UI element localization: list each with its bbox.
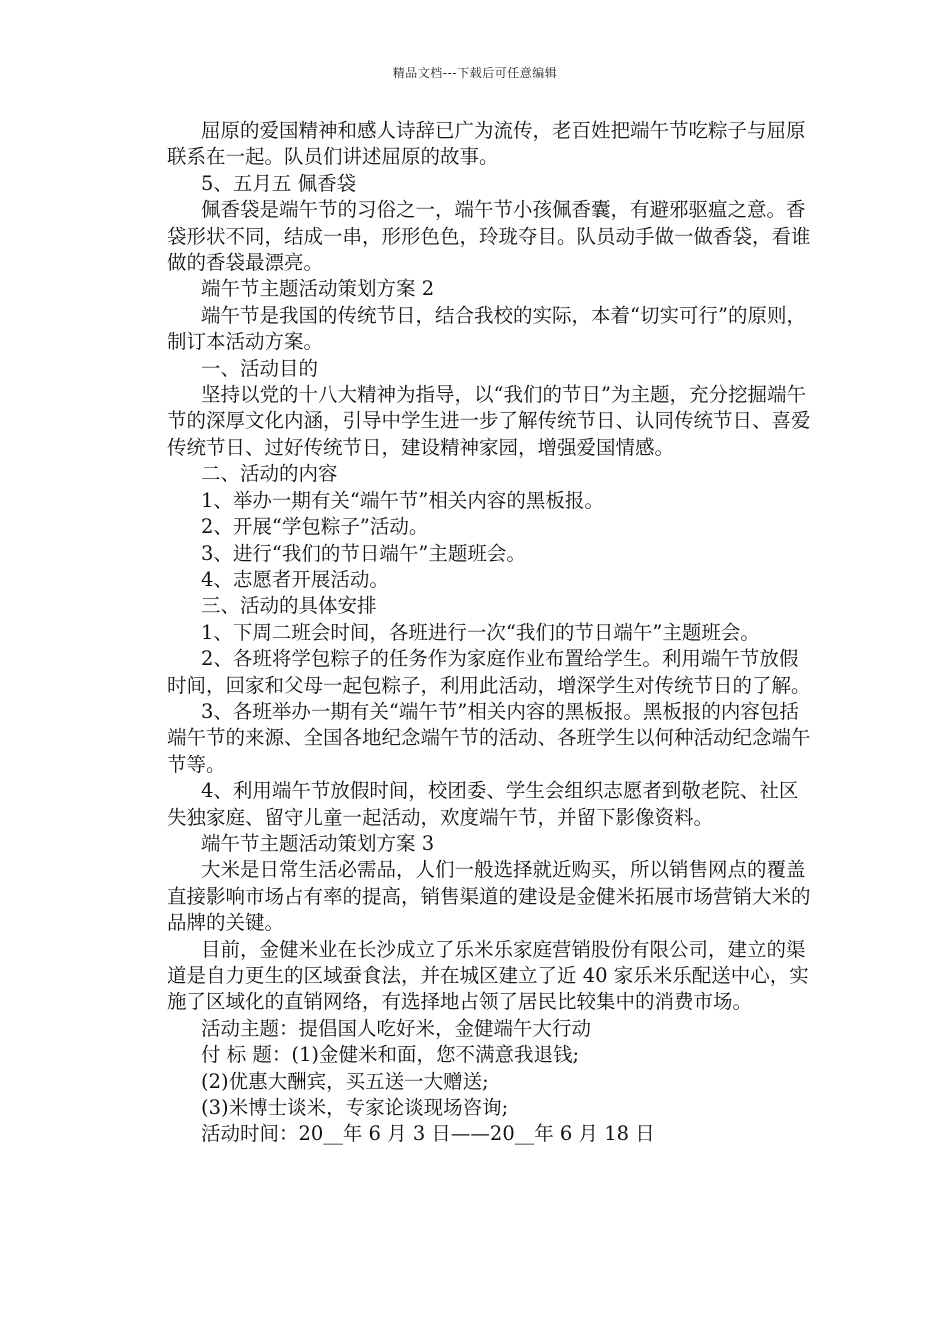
list-item: 1、举办一期有关“端午节”相关内容的黑板报。 [201, 488, 604, 512]
paragraph: 佩香袋是端午节的习俗之一，端午节小孩佩香囊，有避邪驱瘟之意。香袋形状不同，结成一串，形形色色，玲珑夺目。队员动手做一做香袋，看谁做的香袋最漂亮。 [167, 198, 811, 275]
list-item: 1、下周二班会时间，各班进行一次“我们的节日端午”主题班会。 [201, 620, 760, 644]
paragraph: 屈原的爱国精神和感人诗辞已广为流传，老百姓把端午节吃粽子与屈原联系在一起。队员们讲述屈原的故事。 [167, 119, 806, 169]
paragraph: 端午节是我国的传统节日，结合我校的实际，本着“切实可行”的原则，制订本活动方案。 [167, 303, 806, 354]
page-header: 精品文档---下载后可任意编辑 [392, 66, 558, 80]
paragraph: (2)优惠大酬宾，买五送一大赠送; [201, 1069, 489, 1093]
section-heading: 一、活动目的 [201, 356, 319, 380]
section-heading: 三、活动的具体安排 [201, 594, 377, 618]
section-heading: 5、五月五 佩香袋 [201, 171, 357, 195]
list-item: 4、利用端午节放假时间，校团委、学生会组织志愿者到敬老院、社区失独家庭、留守儿童一起活动，欢度端午节，并留下影像资料。 [167, 779, 799, 829]
paragraph: 活动时间：20__年 6 月 3 日——20__年 6 月 18 日 [201, 1122, 655, 1146]
section-heading: 二、活动的内容 [201, 462, 338, 486]
paragraph: 目前，金健米业在长沙成立了乐米乐家庭营销股份有限公司，建立的渠道是自力更生的区域蚕食法，并在城区建立了近 40 家乐米乐配送中心，实施了区域化的直销网络，有选择地占领了居民比较集中的消费市场。 [167, 937, 809, 1014]
section-heading: 端午节主题活动策划方案 3 [201, 831, 435, 855]
section-heading: 端午节主题活动策划方案 2 [201, 277, 435, 301]
list-item: 3、进行“我们的节日端午”主题班会。 [201, 541, 526, 565]
list-item: 2、各班将学包粽子的任务作为家庭作业布置给学生。利用端午节放假时间，回家和父母一起包粽子，利用此活动，增深学生对传统节日的了解。 [167, 647, 811, 697]
paragraph: 大米是日常生活必需品，人们一般选择就近购买，所以销售网点的覆盖直接影响市场占有率的提高，销售渠道的建设是金健米拓展市场营销大米的品牌的关键。 [167, 858, 811, 935]
document-body [167, 118, 812, 1148]
list-item: 2、开展“学包粽子”活动。 [201, 515, 429, 539]
list-item: 4、志愿者开展活动。 [201, 567, 389, 591]
paragraph: 坚持以党的十八大精神为指导，以“我们的节日”为主题，充分挖掘端午节的深厚文化内涵，引导中学生进一步了解传统节日、认同传统节日、喜爱传统节日、过好传统节日，建设精神家园，增强爱国情感。 [167, 383, 811, 459]
paragraph: 活动主题：提倡国人吃好米，金健端午大行动 [201, 1016, 592, 1040]
paragraph: 付 标 题：(1)金健米和面，您不满意我退钱; [201, 1043, 580, 1067]
paragraph: (3)米博士谈米，专家论谈现场咨询; [201, 1096, 509, 1120]
list-item: 3、各班举办一期有关“端午节”相关内容的黑板报。黑板报的内容包括端午节的来源、全国各地纪念端午节的活动、各班学生以何种活动纪念端午节等。 [167, 699, 811, 776]
